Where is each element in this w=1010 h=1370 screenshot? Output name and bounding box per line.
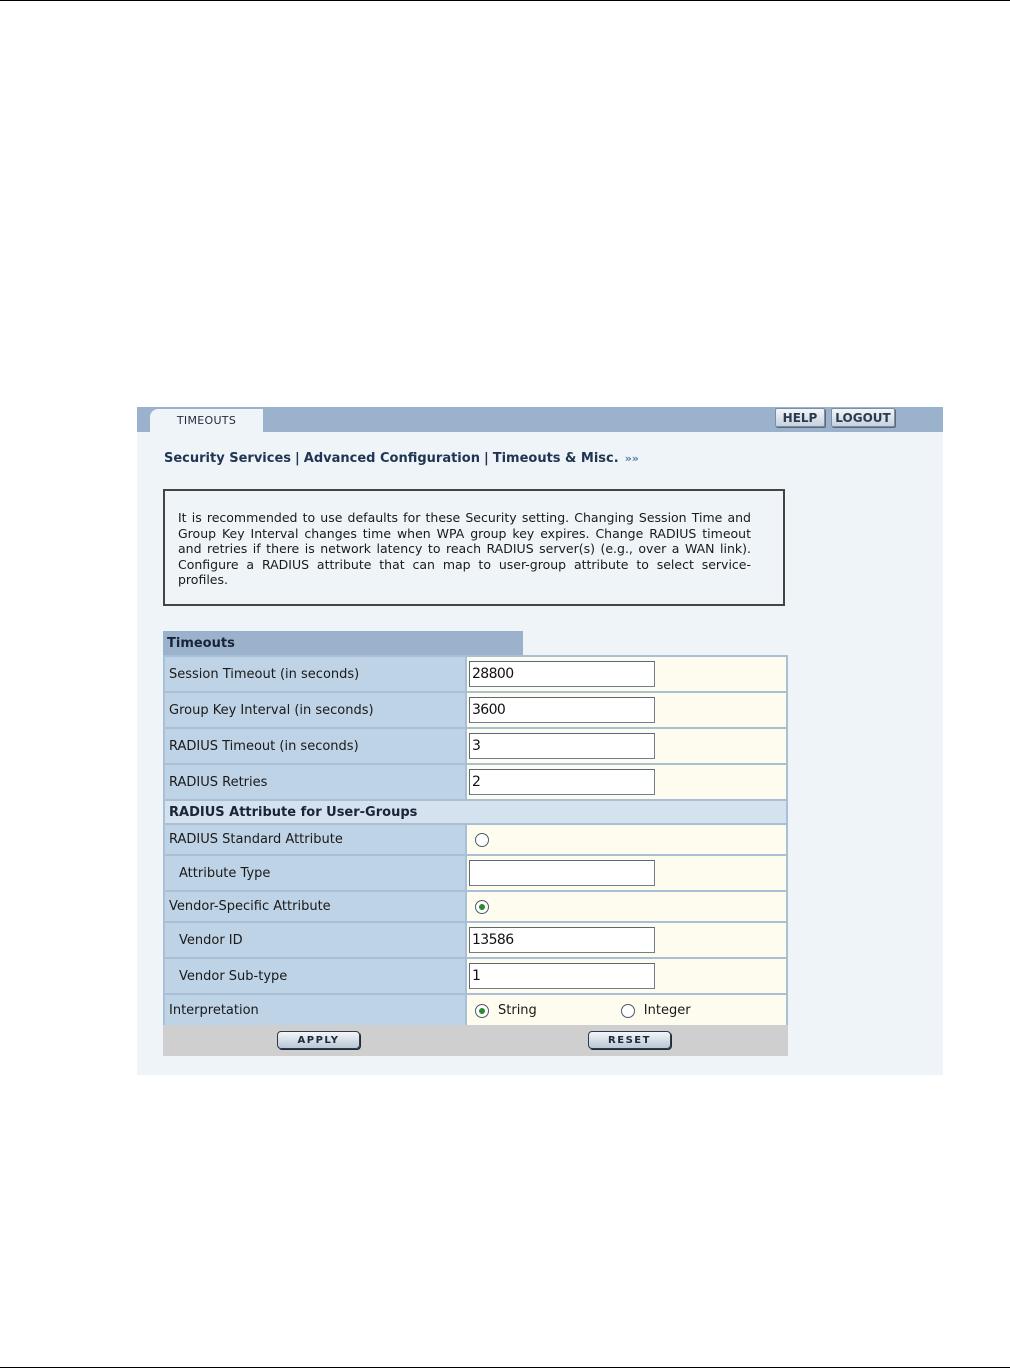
breadcrumb-separator: | [295, 451, 300, 466]
breadcrumb [164, 451, 639, 466]
vendor-specific-attribute-label: Vendor-Specific Attribute [165, 892, 467, 921]
radius-standard-attribute-label: RADIUS Standard Attribute [165, 825, 467, 854]
radius-attribute-section-title: RADIUS Attribute for User-Groups [165, 801, 786, 825]
session-timeout-label: Session Timeout (in seconds) [165, 657, 467, 691]
vendor-subtype-row [165, 959, 786, 995]
group-key-interval-row [165, 693, 786, 729]
timeouts-section-title: Timeouts [163, 631, 523, 656]
attribute-type-label: Attribute Type [165, 856, 467, 890]
vendor-specific-attribute-row [165, 892, 786, 923]
settings-form [163, 655, 788, 1028]
page-top-rule [0, 0, 1010, 1]
interpretation-row [165, 995, 786, 1026]
interpretation-string-label: String [498, 1003, 537, 1018]
timeouts-app-window [137, 407, 943, 1075]
breadcrumb-advanced-configuration[interactable]: Advanced Configuration [303, 451, 480, 466]
radius-timeout-row [165, 729, 786, 765]
attribute-type-input[interactable] [469, 860, 655, 886]
radius-timeout-input[interactable] [469, 733, 655, 759]
page-bottom-rule [0, 1367, 1010, 1368]
radius-retries-row [165, 765, 786, 801]
radius-retries-label: RADIUS Retries [165, 765, 467, 799]
attribute-type-row [165, 856, 786, 892]
vendor-id-label: Vendor ID [165, 923, 467, 957]
top-bar [137, 407, 943, 432]
reset-button[interactable]: RESET [588, 1031, 671, 1049]
vendor-subtype-input[interactable] [469, 963, 655, 989]
vendor-specific-attribute-radio[interactable] [475, 900, 489, 914]
interpretation-integer-radio[interactable] [621, 1004, 635, 1018]
radius-standard-attribute-row [165, 825, 786, 856]
help-button[interactable]: HELP [775, 408, 825, 427]
double-chevron-right-icon: »» [624, 452, 639, 465]
session-timeout-row [165, 657, 786, 693]
interpretation-string-radio[interactable] [475, 1004, 489, 1018]
group-key-interval-input[interactable] [469, 697, 655, 723]
interpretation-label: Interpretation [165, 995, 467, 1026]
info-box: It is recommended to use defaults for these Security setting. Changing Session Time and Group Key Interval changes time when WPA group key expires. Change RADIUS timeout and retries if there is network latency to reach RADIUS server(s) (e.g., over a WAN link). Configure a RADIUS attribute that can map to user-group attribute to select service-profiles. [163, 489, 785, 606]
interpretation-integer-label: Integer [643, 1003, 691, 1018]
vendor-id-row [165, 923, 786, 959]
radius-retries-input[interactable] [469, 769, 655, 795]
apply-button[interactable]: APPLY [277, 1031, 360, 1049]
radius-timeout-label: RADIUS Timeout (in seconds) [165, 729, 467, 763]
group-key-interval-label: Group Key Interval (in seconds) [165, 693, 467, 727]
session-timeout-input[interactable] [469, 661, 655, 687]
logout-button[interactable]: LOGOUT [831, 408, 895, 427]
vendor-id-input[interactable] [469, 927, 655, 953]
form-actions-bar [163, 1025, 788, 1056]
breadcrumb-separator: | [483, 451, 489, 466]
breadcrumb-security-services[interactable]: Security Services [164, 451, 292, 466]
tab-timeouts[interactable]: TIMEOUTS [150, 409, 263, 432]
breadcrumb-timeouts-misc: Timeouts & Misc. [492, 451, 619, 466]
radius-standard-attribute-radio[interactable] [475, 833, 489, 847]
vendor-subtype-label: Vendor Sub-type [165, 959, 467, 993]
